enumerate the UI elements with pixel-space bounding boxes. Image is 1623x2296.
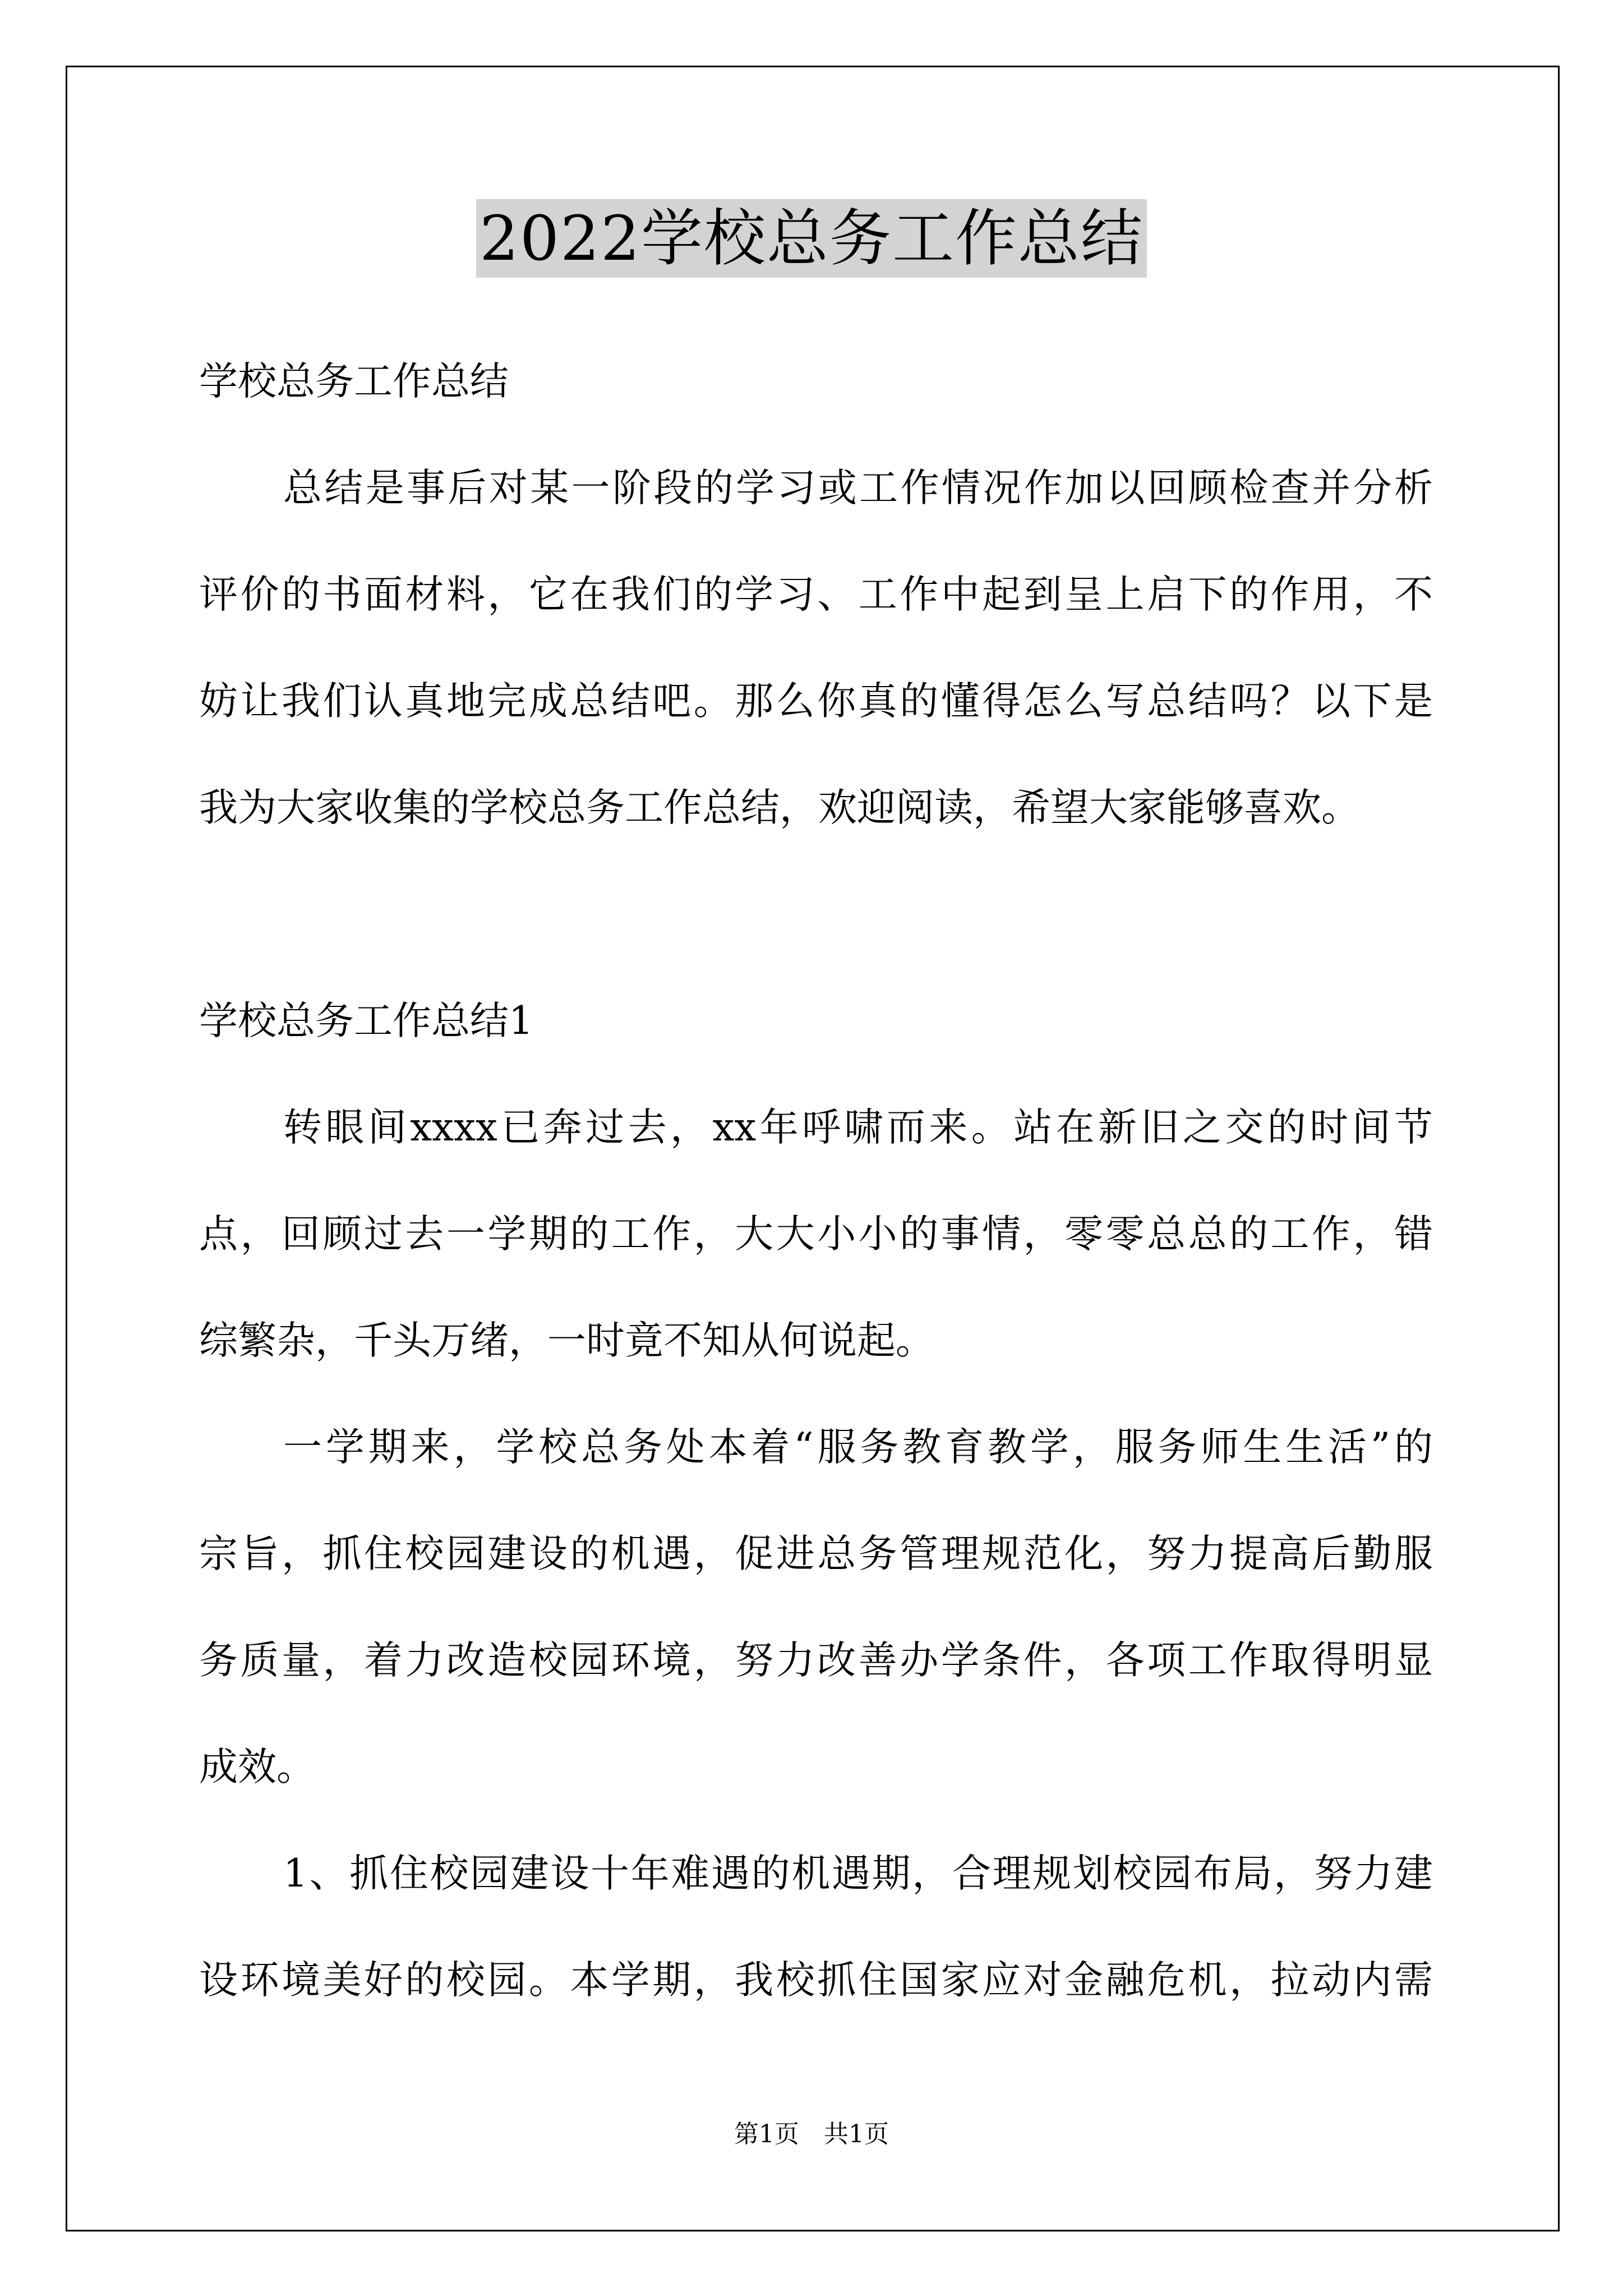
paragraph-line: 妨让我们认真地完成总结吧。那么你真的懂得怎么写总结吗？以下是 — [199, 679, 1433, 724]
intro-heading: 学校总务工作总结 — [199, 359, 509, 404]
page-footer: 第1页 共1页 — [734, 2120, 889, 2148]
paragraph-line: 点，回顾过去一学期的工作，大大小小的事情，零零总总的工作，错 — [199, 1212, 1433, 1257]
paragraph-line: 综繁杂，千头万绪，一时竟不知从何说起。 — [199, 1318, 934, 1363]
paragraph-line: 设环境美好的校园。本学期，我校抓住国家应对金融危机，拉动内需 — [199, 1958, 1433, 2003]
title-wrap — [0, 199, 1623, 278]
paragraph-line: 转眼间xxxx已奔过去，xx年呼啸而来。站在新旧之交的时间节 — [283, 1105, 1433, 1150]
paragraph-line: 评价的书面材料，它在我们的学习、工作中起到呈上启下的作用，不 — [199, 572, 1433, 617]
paragraph-line: 1、抓住校园建设十年难遇的机遇期，合理规划校园布局，努力建 — [283, 1851, 1433, 1896]
paragraph-line: 一学期来，学校总务处本着“服务教育教学，服务师生生活”的 — [283, 1425, 1433, 1470]
document-title: 2022学校总务工作总结 — [476, 199, 1147, 278]
paragraph-line: 务质量，着力改造校园环境，努力改善办学条件，各项工作取得明显 — [199, 1638, 1433, 1683]
paragraph-line: 总结是事后对某一阶段的学习或工作情况作加以回顾检查并分析 — [283, 466, 1433, 510]
paragraph-line: 宗旨，抓住校园建设的机遇，促进总务管理规范化，努力提高后勤服 — [199, 1531, 1433, 1576]
section-heading: 学校总务工作总结1 — [199, 999, 533, 1043]
paragraph-line: 成效。 — [199, 1745, 315, 1789]
paragraph-line: 我为大家收集的学校总务工作总结，欢迎阅读，希望大家能够喜欢。 — [199, 785, 1360, 830]
